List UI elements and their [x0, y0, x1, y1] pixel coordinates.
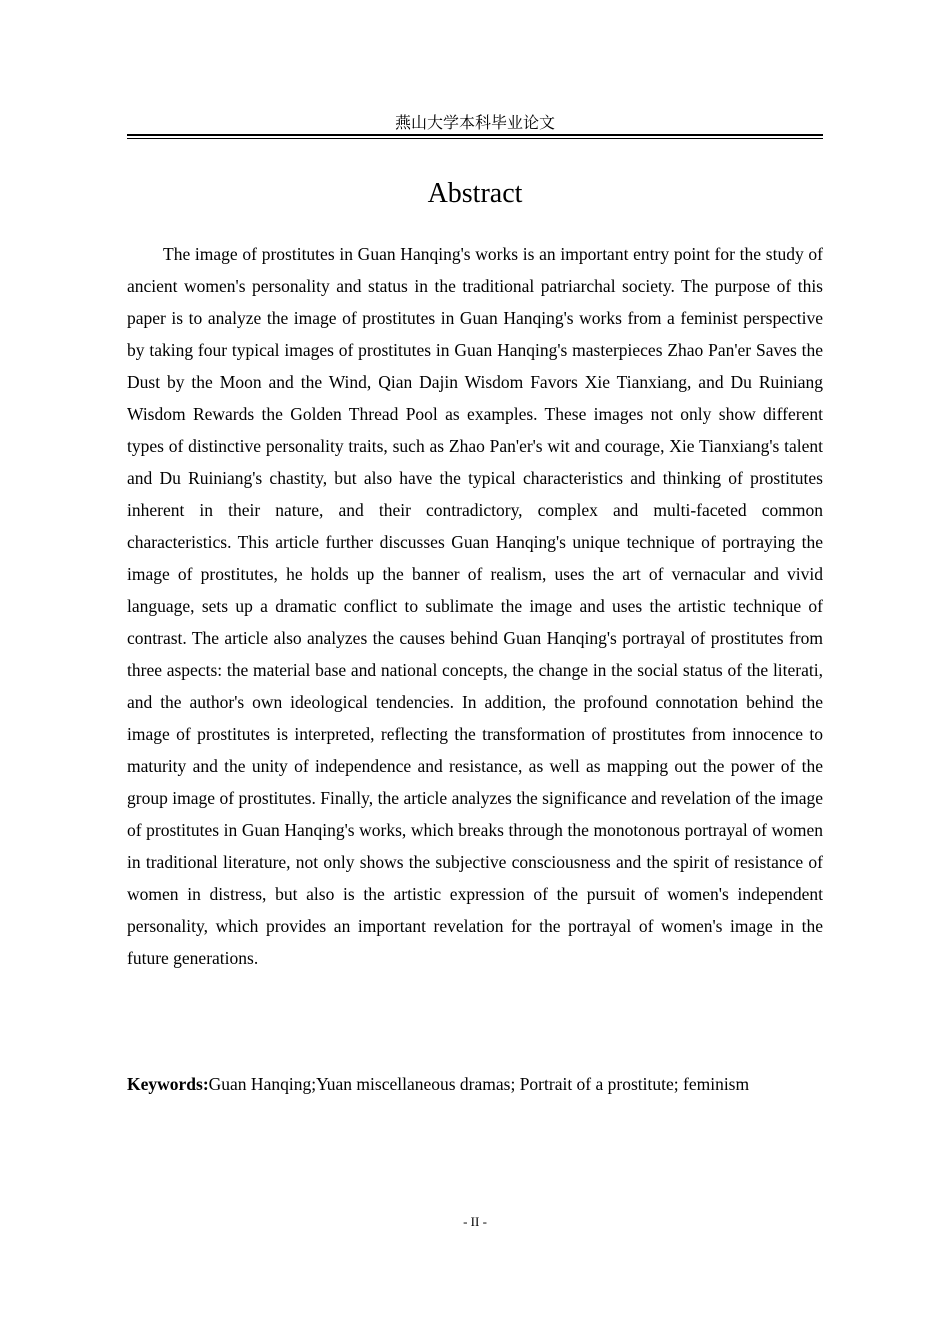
page-number: - II - — [463, 1214, 487, 1229]
keywords-text: Guan Hanqing;Yuan miscellaneous dramas; Portrait of a prostitute; feminism — [208, 1074, 750, 1094]
keywords-line — [127, 1068, 823, 1100]
header-rule-thick — [127, 134, 823, 136]
keywords-label: Keywords: — [127, 1074, 209, 1094]
abstract-title: Abstract — [427, 178, 523, 209]
abstract-body: The image of prostitutes in Guan Hanqing's works is an important entry point for the study of ancient women's personality and status in the traditional patriarchal society. The purpose of this paper is to analyze the image of prostitutes in Guan Hanqing's works from a feminist perspective by taking four typical images of prostitutes in Guan Hanqing's masterpieces Zhao Pan'er Saves the Dust by the Moon and the Wind, Qian Dajin Wisdom Favors Xie Tianxiang, and Du Ruiniang Wisdom Rewards the Golden Thread Pool as examples. These images not only show different types of distinctive personality traits, such as Zhao Pan'er's wit and courage, Xie Tianxiang's talent and Du Ruiniang's chastity, but also have the typical characteristics and thinking of prostitutes inherent in their nature, and their contradictory, complex and multi-faceted common characteristics. This article further discusses Guan Hanqing's unique technique of portraying the image of prostitutes, he holds up the banner of realism, uses the art of vernacular and vivid language, sets up a dramatic conflict to sublimate the image and uses the artistic technique of contrast. The article also analyzes the causes behind Guan Hanqing's portrayal of prostitutes from three aspects: the material base and national concepts, the change in the social status of the literati, and the author's own ideological tendencies. In addition, the profound connotation behind the image of prostitutes is interpreted, reflecting the transformation of prostitutes from innocence to maturity and the unity of independence and resistance, as well as mapping out the power of the group image of prostitutes. Finally, the article analyzes the significance and revelation of the image of prostitutes in Guan Hanqing's works, which breaks through the monotonous portrayal of women in traditional literature, not only shows the subjective consciousness and the spirit of resistance of women in distress, but also is the artistic expression of the pursuit of women's independent personality, which provides an important revelation for the portrayal of women's image in the future generations. — [127, 244, 823, 968]
header-rule-thin — [127, 138, 823, 139]
running-header: 燕山大学本科毕业论文 — [394, 113, 555, 132]
